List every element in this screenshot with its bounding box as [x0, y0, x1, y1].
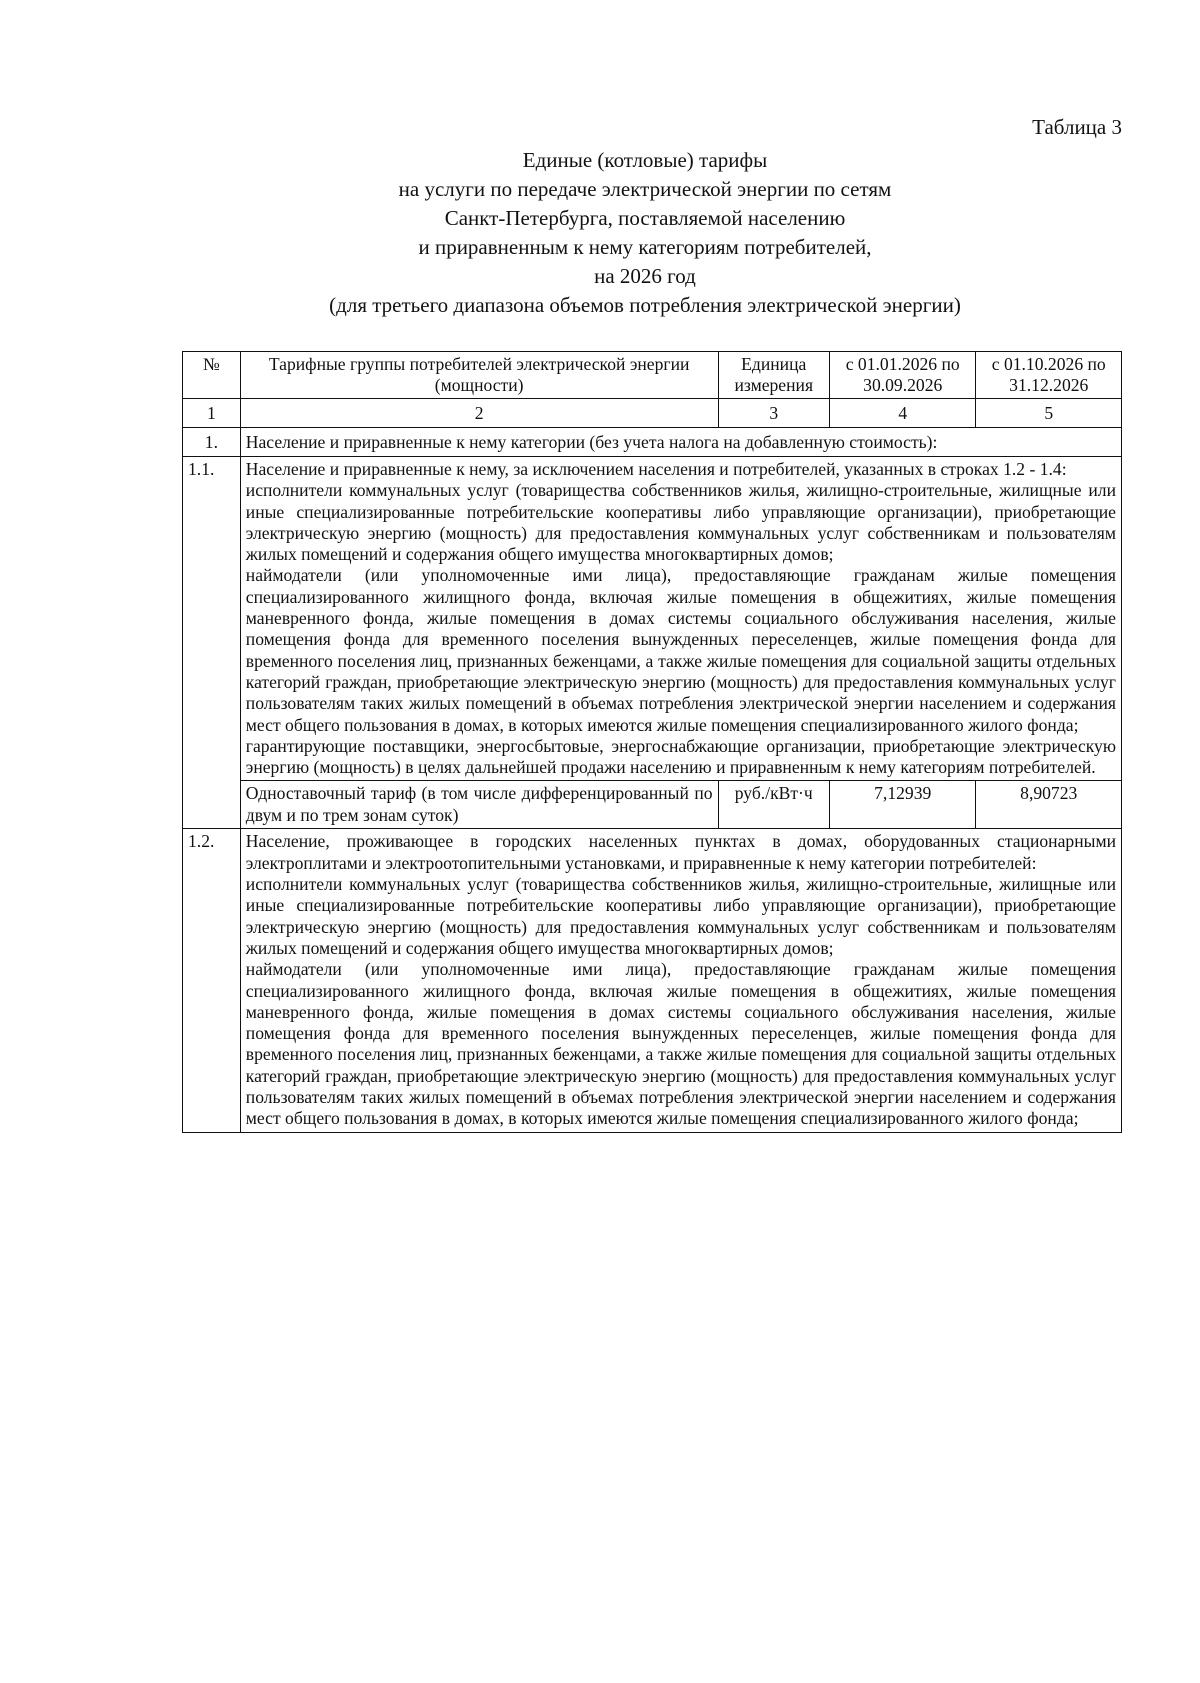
header-num: №: [183, 352, 241, 399]
rate-period2-value: 8,90723: [976, 781, 1122, 829]
paragraph: наймодатели (или уполномоченные ими лица), предоставляющие гражданам жилые помещения специализированного жилищного фонда, включая жилые помещения в общежитиях, жилые помещения маневренного фонда, жилые помещения в домах системы социального обслуживания населения, жилые помещения фонда для временного поселения вынужденных переселенцев, жилые помещения фонда для временного поселения лиц, признанных беженцами, а также жилые помещения для социальной защиты отдельных категорий граждан, приобретающие электрическую энергию (мощность) для предоставления коммунальных услуг пользователям таких жилых помещений в объемах потребления электрической энергии населением и содержания мест общего пользования в домах, в которых имеются жилые помещения специализированного жилого фонда;: [245, 565, 1116, 735]
column-number: 3: [718, 399, 829, 428]
column-number: 2: [240, 399, 718, 428]
row-1-2-description: [183, 829, 1122, 1132]
header-unit: Единица измерения: [718, 352, 829, 399]
section-1-row: [183, 428, 1122, 457]
rate-name: Одноставочный тариф (в том числе дифференцированный по двум и по трем зонам суток): [240, 781, 718, 829]
section-1-title: Население и приравненные к нему категории (без учета налога на добавленную стоимость):: [240, 428, 1121, 457]
header-group: Тарифные группы потребителей электрической энергии (мощности): [240, 352, 718, 399]
title-line: на 2026 год: [594, 264, 696, 288]
rate-period1-value: 7,12939: [829, 781, 976, 829]
paragraph: наймодатели (или уполномоченные ими лица), предоставляющие гражданам жилые помещения специализированного жилищного фонда, включая жилые помещения в общежитиях, жилые помещения маневренного фонда, жилые помещения в домах системы социального обслуживания населения, жилые помещения фонда для временного поселения вынужденных переселенцев, жилые помещения фонда для временного поселения лиц, признанных беженцами, а также жилые помещения для социальной защиты отдельных категорий граждан, приобретающие электрическую энергию (мощность) для предоставления коммунальных услуг пользователям таких жилых помещений в объемах потребления электрической энергии населением и содержания мест общего пользования в домах, в которых имеются жилые помещения специализированного жилого фонда;: [245, 959, 1116, 1129]
title-line: Санкт-Петербурга, поставляемой населению: [444, 206, 846, 230]
table-label: Таблица 3: [1032, 115, 1122, 139]
header-period2: с 01.10.2026 по 31.12.2026: [976, 352, 1122, 399]
paragraph: гарантирующие поставщики, энергосбытовые, энергоснабжающие организации, приобретающие электрическую энергию (мощность) в целях дальнейшей продажи населению и приравненным к нему категориям потребителей.: [245, 735, 1116, 778]
row-number: 1.2.: [183, 829, 241, 1132]
row-number: 1.: [183, 428, 241, 457]
rate-unit: руб./кВт·ч: [718, 781, 829, 829]
title-line: и приравненным к нему категориям потребителей,: [418, 235, 872, 259]
title-line: Единые (котловые) тарифы: [522, 148, 768, 172]
column-number: 5: [976, 399, 1122, 428]
row-1-2-text: [240, 829, 1121, 1132]
paragraph: исполнители коммунальных услуг (товарищества собственников жилья, жилищно-строительные, жилищные или иные специализированные потребительские кооперативы либо управляющие организации), приобретающие электрическую энергию (мощность) для предоставления коммунальных услуг собственникам и пользователям жилых помещений и содержания общего имущества многоквартирных домов;: [245, 874, 1116, 958]
paragraph: Население и приравненные к нему, за исключением населения и потребителей, указанных в строках 1.2 - 1.4:: [245, 459, 1067, 479]
column-number: 4: [829, 399, 976, 428]
row-1-1-description: [183, 457, 1122, 781]
row-1-1-rate: [183, 781, 1122, 829]
row-number: 1.1.: [183, 457, 241, 829]
column-number-row: [183, 399, 1122, 428]
header-row: [183, 352, 1122, 399]
header-period1: с 01.01.2026 по 30.09.2026: [829, 352, 976, 399]
row-1-1-text: [240, 457, 1121, 781]
document-title: [180, 146, 1110, 320]
column-number: 1: [183, 399, 241, 428]
tariff-table: [182, 351, 1122, 1133]
title-line: на услуги по передаче электрической энергии по сетям: [398, 177, 892, 201]
paragraph: исполнители коммунальных услуг (товарищества собственников жилья, жилищно-строительные, жилищные или иные специализированные потребительские кооперативы либо управляющие организации), приобретающие электрическую энергию (мощность) для предоставления коммунальных услуг собственникам и пользователям жилых помещений и содержания общего имущества многоквартирных домов;: [245, 480, 1116, 565]
paragraph: Население, проживающее в городских населенных пунктах в домах, оборудованных стационарными электроплитами и электроотопительными установками, и приравненные к нему категории потребителей:: [245, 831, 1116, 873]
title-line: (для третьего диапазона объемов потребления электрической энергии): [329, 293, 961, 317]
